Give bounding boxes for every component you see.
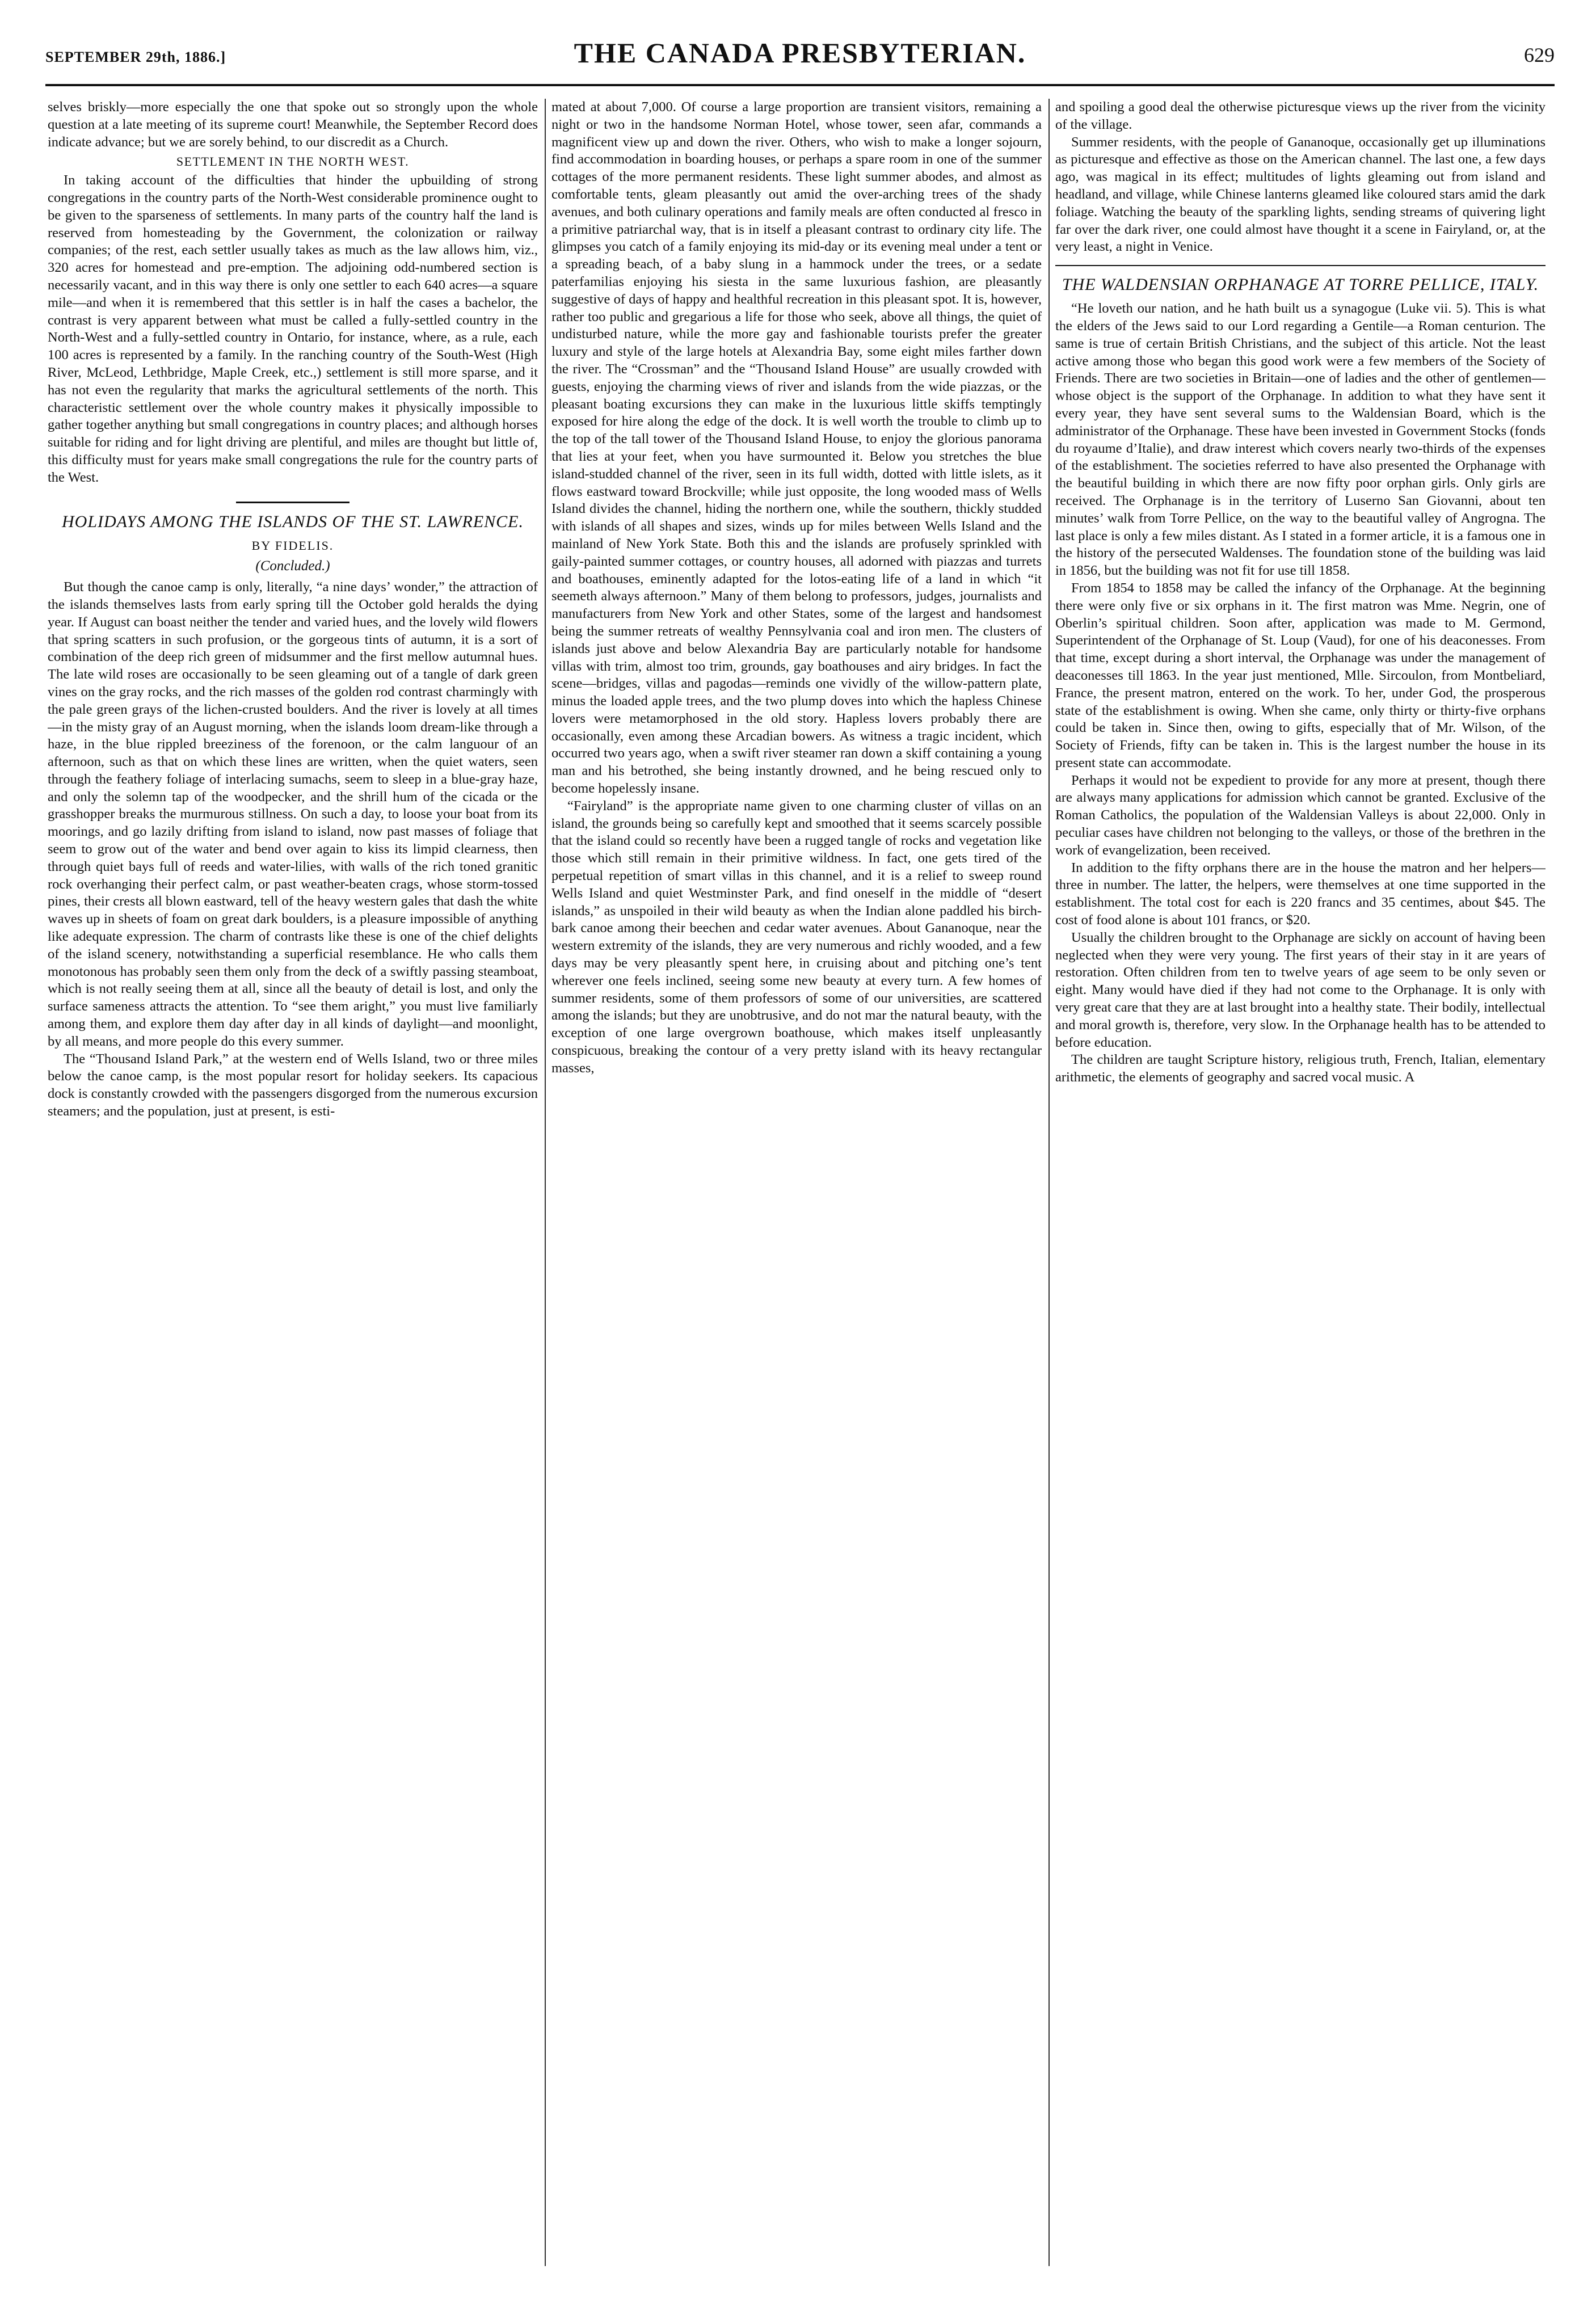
paragraph: and spoiling a good deal the otherwise picturesque views up the river from the vicinity of the village. bbox=[1055, 99, 1546, 132]
paragraph: In taking account of the difficulties that hinder the upbuilding of strong congregations in the country parts of the North-West considerable prominence ought to be given to the sparseness of settlements. In many parts of the country half the land is reserved from homesteading by the Government, the colonization or railway companies; of the rest, each settler usually takes as much as the law allows him, viz., 320 acres for homestead and pre-emption. The adjoining odd-numbered section is necessarily vacant, and in this way there is only one settler to each 640 acres—a square mile—and when it is remembered that this settler is in half the cases a bachelor, the contrast is very apparent between what must be called a fully-settled country in the North-West and a fully-settled country in Ontario, for instance, where, as a rule, each 100 acres is represented by a family. In the ranching country of the South-West (High River, McLeod, Lethbridge, Maple Creek, etc.,) settlement is still more sparse, and it has not even the regularity that marks the agricultural settlements of the north. This characteristic settlement over the whole country makes it physically impossible to gather together anything but small congregations in country places; and although horses suitable for riding and for light driving are plentiful, and miles are thought but little of, this difficulty must for years make small congregations the rule for the country parts of the West. bbox=[48, 172, 538, 485]
column-divider bbox=[545, 99, 546, 2266]
column-2 bbox=[551, 99, 1042, 2283]
column-divider bbox=[1048, 99, 1050, 2266]
page-number: 629 bbox=[1524, 44, 1555, 66]
paragraph: Perhaps it would not be expedient to provide for any more at present, though there are always many applications for admission which cannot be granted. Exclusive of the Roman Catholics, the population of the Waldensian Valleys is about 22,000. Only in peculiar cases have children not belonging to the valleys, or those of the brethren in the work of evangelization, been received. bbox=[1055, 772, 1546, 858]
paragraph: In addition to the fifty orphans there are in the house the matron and her helpers—three in number. The latter, the helpers, were themselves at one time supported in the establishment. The total cost for each is 220 francs and 35 centimes, about $45. The cost of food alone is about 101 francs, or $20. bbox=[1055, 860, 1546, 928]
continuation-note: (Concluded.) bbox=[255, 558, 330, 574]
byline: BY FIDELIS. bbox=[251, 538, 334, 553]
paragraph: selves briskly—more especially the one that spoke out so strongly upon the whole question at a late meeting of its supreme court! Meanwhile, the September Record does indicate advance; but we are sorely behind, to our discredit as a Church. bbox=[48, 99, 538, 150]
article-title: HOLIDAYS AMONG THE ISLANDS OF THE ST. LAWRENCE. bbox=[62, 512, 524, 531]
paragraph: “Fairyland” is the appropriate name given to one charming cluster of villas on an island, the grounds being so carefully kept and smoothed that it seems scarcely possible that the island could so recently have been a rugged tangle of rocks and vegetation like those which still remain in their primitive wildness. In fact, one gets tired of the perpetual repetition of smart villas in this channel, and it is a relief to sweep round Wells Island and quiet Westminster Park, and find oneself in the middle of “desert islands,” as unspoiled in their wild beauty as when the Indian alone paddled his birch-bark canoe among their beechen and cedar water avenues. About Gananoque, near the western extremity of the islands, they are very numerous and richly wooded, and a few days may be very pleasantly spent here, in cruising about and pitching one’s tent wherever one feels inclined, seeing some new beauty at every turn. A few homes of summer residents, some of them professors of some of our universities, are scattered among the islands; but they are unobtrusive, and do not mar the natural beauty, with the exception of one large overgrown boathouse, which makes itself unpleasantly conspicuous, breaking the contour of a very pretty island with its heavy rectangular masses, bbox=[551, 798, 1042, 1076]
column-3 bbox=[1055, 99, 1546, 2283]
publication-title: THE CANADA PRESBYTERIAN. bbox=[574, 37, 1026, 69]
paragraph: Summer residents, with the people of Gananoque, occasionally get up illuminations as picturesque and effective as those on the American channel. The last one, a few days ago, was magical in its effect; multitudes of lights gleaming out from island and headland, and village, while Chinese lanterns gleamed like coloured stars amid the dark foliage. Watching the beauty of the sparkling lights, sending streams of quivering light far over the dark river, one could almost have thought it a scene in Fairyland, or, at the very least, a night in Venice. bbox=[1055, 134, 1546, 255]
separator-rule bbox=[236, 502, 349, 503]
paragraph: The “Thousand Island Park,” at the western end of Wells Island, two or three miles below the canoe camp, is the most popular resort for holiday seekers. Its capacious dock is constantly crowded with the passengers disgorged from the numerous excursion steamers; and the population, just at present, is esti- bbox=[48, 1051, 538, 1119]
paragraph: The children are taught Scripture history, religious truth, French, Italian, elementary arithmetic, the elements of geography and sacred vocal music. A bbox=[1055, 1052, 1546, 1085]
paragraph: From 1854 to 1858 may be called the infancy of the Orphanage. At the beginning there were only five or six orphans in it. The first matron was Mme. Negrin, one of Oberlin’s spiritual children. Soon after, application was made to M. Germond, Superintendent of the Orphanage of St. Loup (Vaud), for one of his deaconesses. From that time, except during a short interval, the Orphanage was under the management of deaconesses till 1863. In the year just mentioned, Mlle. Sircoulon, from Montbeliard, France, the present matron, entered on the work. To her, under God, the prosperous state of the establishment is owing. When she came, only thirty or thirty-five orphans could be taken in. Since then, owing to gifts, especially that of Mr. Wilson, of the Society of Friends, fifty can be taken in. This is the largest number the house in its present state can accommodate. bbox=[1055, 580, 1546, 770]
article-title: THE WALDENSIAN ORPHANAGE AT TORRE PELLICE, ITALY. bbox=[1062, 275, 1539, 294]
column-1 bbox=[48, 99, 538, 2283]
paragraph: “He loveth our nation, and he hath built us a synagogue (Luke vii. 5). This is what the elders of the Jews said to our Lord regarding a Gentile—a Roman centurion. The same is true of certain British Christians, and the subject of this article. Not the least active among those who began this good work were a few members of the Society of Friends. There are two societies in Britain—one of ladies and the other of gentlemen—whose object is the support of the Orphanage. In addition to what they have sent it every year, they have sent several sums to the Waldensian Board, which is the administrator of the Orphanage. These have been invested in Government Stocks (fonds du royaume d’Italie), and draw interest which covers nearly two-thirds of the expenses of the establishment. The societies referred to have also presented the Orphanage with the beautiful building in which there are now fifty poor orphan girls. Only girls are received. The Orphanage is in the territory of Luserno San Giovanni, about ten minutes’ walk from Torre Pellice, on the way to the beautiful valley of Angrogna. The last place is only a few miles distant. As I stated in a former article, it is a famous one in the history of the persecuted Waldenses. The foundation stone of the building was laid in 1856, but the building was not fit for use till 1858. bbox=[1055, 301, 1546, 579]
separator-rule bbox=[1055, 265, 1546, 266]
issue-date: SEPTEMBER 29th, 1886.] bbox=[45, 49, 226, 65]
masthead bbox=[45, 36, 1555, 71]
paragraph: mated at about 7,000. Of course a large proportion are transient visitors, remaining a night or two in the handsome Norman Hotel, whose tower, seen afar, commands a magnificent view up and down the river. Others, who wish to make a longer sojourn, find accommodation in boarding houses, or perhaps a spare room in one of the summer cottages of the more permanent residents. These light summer abodes, and almost as comfortable tents, gleam pleasantly out amid the over-arching trees of the shady avenues, and both culinary operations and family meals are often conducted al fresco in a primitive patriarchal way, that is in itself a pleasant contrast to ordinary city life. The glimpses you catch of a family enjoying its mid-day or its evening meal under a tent or a spreading beach, of a baby slung in a hammock under the trees, or a sedate paterfamilias enjoying his siesta in the same luxurious fashion, are pleasantly suggestive of days of happy and healthful recreation in this pleasant spot. It is, however, rather too public and gregarious a life for those who seek, above all things, the quiet of undisturbed nature, while the more gay and fashionable tourists prefer the greater luxury and style of the large hotels at Alexandria Bay, some eight miles farther down the river. The “Crossman” and the “Thousand Island House” are usually crowded with guests, enjoying the charming views of river and islands from the wide piazzas, or the pleasant boating excursions they can make in the luxurious little skiffs temptingly exposed for hire along the edge of the dock. It is well worth the trouble to climb up to the top of the tall tower of the Thousand Island House, to enjoy the glorious panorama that lies at your feet, when you have surmounted it. Below you stretches the blue island-studded channel of the river, seen in its full width, dotted with little islets, as it flows eastward toward Brockville; while just opposite, the long wooded mass of Wells Island divides the channel, hiding the northern one, while the southern, thickly studded with islands of all shapes and sizes, winds up for miles between Wells Island and the mainland of New York State. Both this and the islands are profusely sprinkled with gaily-painted summer cottages, or country houses, all adorned with piazzas and turrets and boathouses, eminently adapted for the lotos-eating life of a land in which “it seemeth always afternoon.” Many of them belong to professors, judges, journalists and manufacturers from New York and other States, some of the largest and handsomest being the summer retreats of wealthy Pennsylvania coal and iron men. The clusters of islands just above and below Alexandria Bay are particularly notable for handsome villas with trim, almost too trim, grounds, gay boathouses and airy bridges. In fact the scene—bridges, villas and pagodas—reminds one vividly of the willow-pattern plate, minus the loaded apple trees, and the two plump doves into which the hapless Chinese lovers were metamorphosed in the old story. Hapless lovers probably there are occasionally, even among these Arcadian bowers. As witness a tragic incident, which occurred two years ago, when a swift river steamer ran down a skiff containing a young man and his betrothed, she being instantly drowned, and he being rescued only to become hopelessly insane. bbox=[551, 99, 1042, 797]
paragraph: But though the canoe camp is only, literally, “a nine days’ wonder,” the attraction of the islands themselves lasts from early spring till the October gold heralds the dying year. If August can boast neither the tender and varied hues, and the lovely wild flowers that spring scatters in such profusion, or the gorgeous tints of autumn, it is a sort of combination of the deep rich green of midsummer and the first mellow autumnal hues. The late wild roses are occasionally to be seen gleaming out of a tangle of dark green vines on the gray rocks, and the rich masses of the golden rod contrast charmingly with the pale green grays of the lichen-crusted boulders. And the river is lovely at all times—in the misty gray of an August morning, when the islands loom dream-like through a haze, in the blue rippled breeziness of the forenoon, or the calm languour of an afternoon, such as that on which these lines are written, when the quiet waters, seen through the feathery foliage of interlacing sumachs, seem to sleep in a blue-gray haze, and only the solemn tap of the woodpecker, and the shrill hum of the cicada or the grasshopper breaks the murmurous stillness. On such a day, to loose your boat from its moorings, and go lazily drifting from island to island, now past masses of foliage that seem to grow out of the water and bend over again to kiss its limpid clearness, then through quiet bays full of reeds and water-lilies, with walls of the rich toned granitic rock overhanging their perfect calm, or past weather-beaten crags, whose storm-tossed pines, their crests all blown eastward, tell of the heavy western gales that dash the white waves up in sheets of foam on great dark boulders, is a pleasure impossible of anything like adequate expression. The charm of contrasts like these is one of the chief delights of the island scenery, notwithstanding a superficial resemblance. He who calls them monotonous has probably seen them only from the deck of a swiftly passing steamboat, which is not really seeing them at all, since all the beauty of detail is lost, and only the surface sameness attracts the attention. To “see them aright,” you must live familiarly among them, and explore them day after day in all kinds of daylight—and moonlight, by all means, and more people do this every summer. bbox=[48, 579, 538, 1049]
section-heading: SETTLEMENT IN THE NORTH WEST. bbox=[176, 154, 410, 169]
article-separator bbox=[48, 502, 538, 503]
header-rule bbox=[45, 84, 1555, 86]
paragraph: Usually the children brought to the Orphanage are sickly on account of having been neglected when they were very young. The first years of their stay in it are years of restoration. Often children from ten to twelve years of age seem to be only seven or eight. Many would have died if they had not come to the Orphanage. It is only with very great care that they are at last brought into a healthy state. Their bodily, intellectual and moral growth is, therefore, very slow. In the Orphanage health has to be attended to before education. bbox=[1055, 929, 1546, 1050]
